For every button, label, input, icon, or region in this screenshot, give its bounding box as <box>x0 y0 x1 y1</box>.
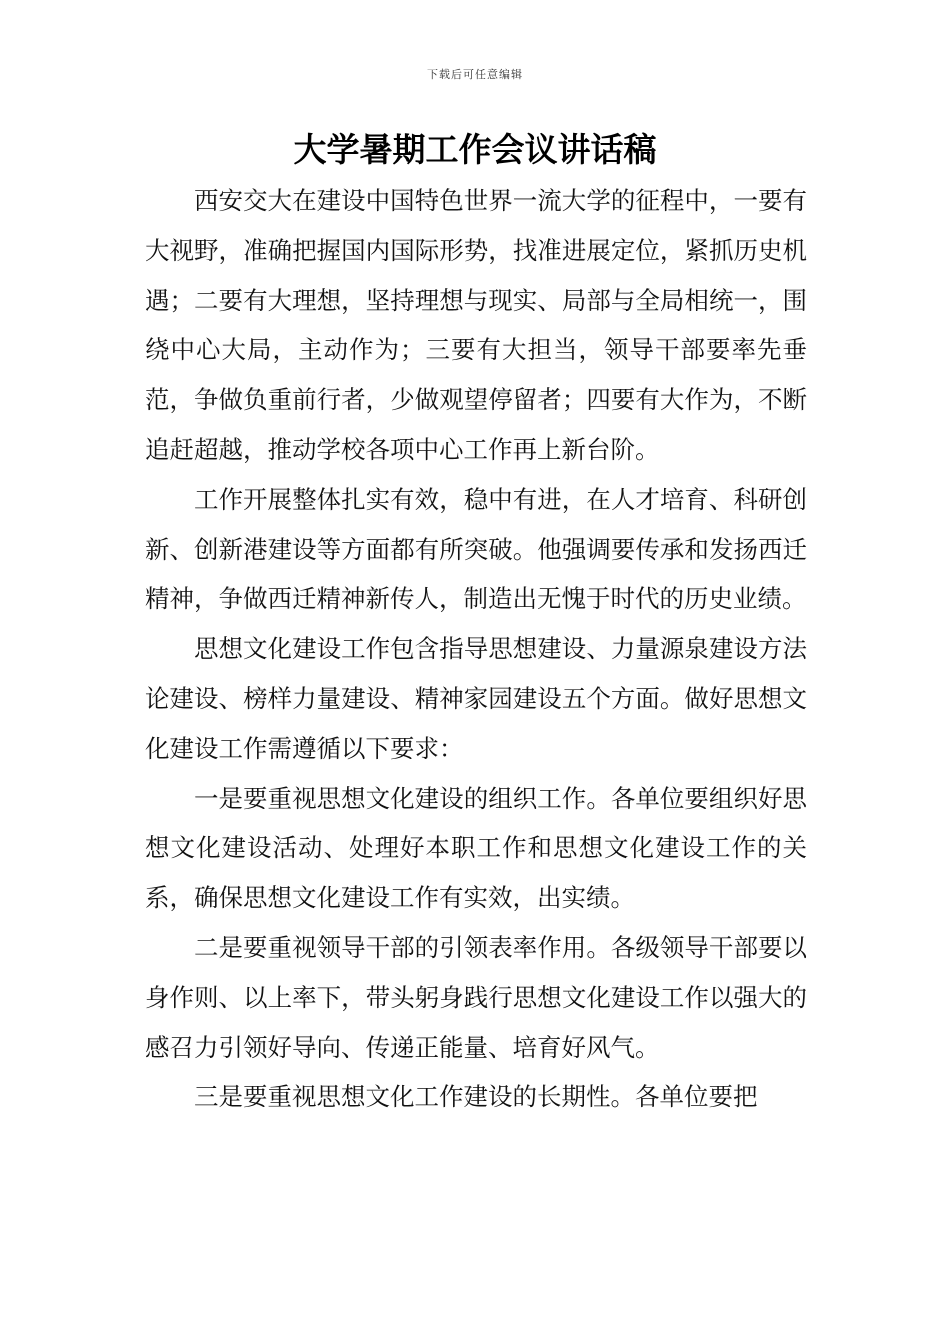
header-note: 下载后可任意编辑 <box>427 68 523 81</box>
document-title: 大学暑期工作会议讲话稿 <box>293 130 657 169</box>
paragraph-6: 三是要重视思想文化工作建设的长期性。各单位要把 <box>194 1082 758 1112</box>
paragraph-4: 一是要重视思想文化建设的组织工作。各单位要组织好思想文化建设活动、处理好本职工作和思想文化建设工作的关系，确保思想文化建设工作有实效，出实绩。 <box>145 783 807 913</box>
document-body <box>145 176 807 1122</box>
paragraph-1: 西安交大在建设中国特色世界一流大学的征程中，一要有大视野，准确把握国内国际形势，找准进展定位，紧抓历史机遇；二要有大理想，坚持理想与现实、局部与全局相统一，围绕中心大局，主动作为；三要有大担当，领导干部要率先垂范，争做负重前行者，少做观望停留者；四要有大作为，不断追赶超越，推动学校各项中心工作再上新台阶。 <box>145 186 807 464</box>
paragraph-3: 思想文化建设工作包含指导思想建设、力量源泉建设方法论建设、榜样力量建设、精神家园建设五个方面。做好思想文化建设工作需遵循以下要求： <box>145 634 807 763</box>
paragraph-5: 二是要重视领导干部的引领表率作用。各级领导干部要以身作则、以上率下，带头躬身践行思想文化建设工作以强大的感召力引领好导向、传递正能量、培育好风气。 <box>145 932 807 1062</box>
paragraph-2: 工作开展整体扎实有效，稳中有进，在人才培育、科研创新、创新港建设等方面都有所突破。他强调要传承和发扬西迁精神，争做西迁精神新传人，制造出无愧于时代的历史业绩。 <box>145 484 807 614</box>
